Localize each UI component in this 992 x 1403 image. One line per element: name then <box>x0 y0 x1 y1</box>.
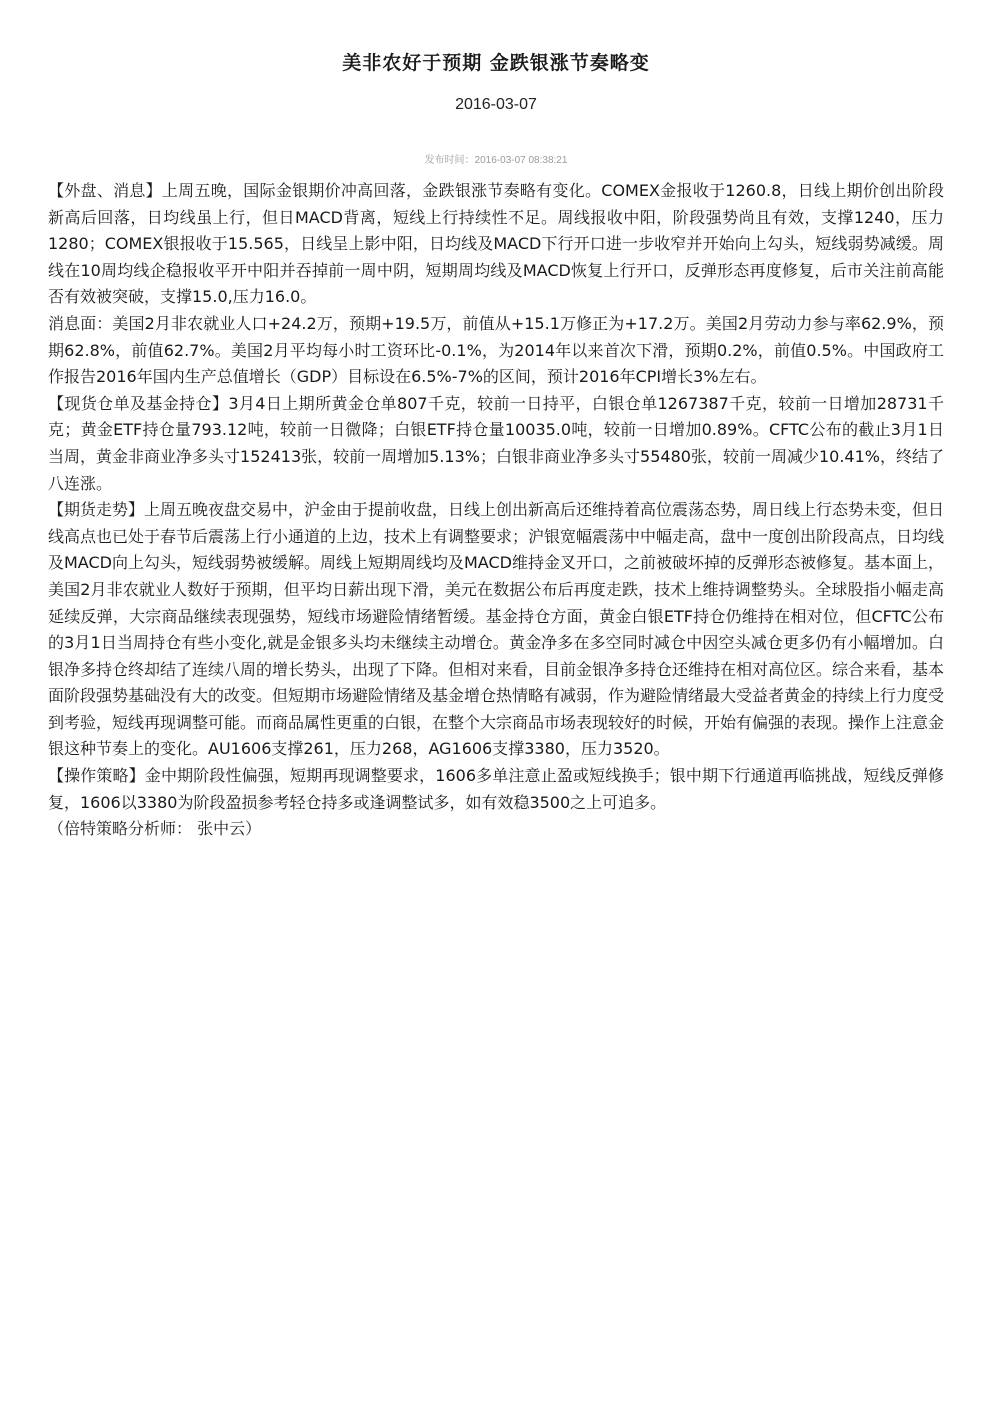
paragraph-analyst: （倍特策略分析师： 张中云） <box>48 819 262 839</box>
paragraph-news: 消息面：美国2月非农就业人口+24.2万，预期+19.5万，前值从+15.1万修正为+17.2万。美国2月劳动力参与率62.9%，预期62.8%，前值62.7%。美国2月平均每小时工资环比-0.1%，为2014年以来首次下滑，预期0.2%，前值0.5%。中国政府工作报告2016年国内生产总值增长（GDP）目标设在6.5%-7%的区间，预计2016年CPI增长3%左右。 <box>48 313 944 387</box>
paragraph-warehouse-funds: 【现货仓单及基金持仓】3月4日上期所黄金仓单807千克，较前一日持平，白银仓单1267387千克，较前一日增加28731千克；黄金ETF持仓量793.12吨，较前一日微降；白银ETF持仓量10035.0吨，较前一日增加0.89%。CFTC公布的截止3月1日当周，黄金非商业净多头寸152413张，较前一周增加5.13%；白银非商业净多头寸55480张，较前一周减少10.41%，终结了八连涨。 <box>48 393 944 493</box>
article-title: 美非农好于预期 金跌银涨节奏略变 <box>342 52 650 74</box>
paragraph-futures-trend: 【期货走势】上周五晚夜盘交易中，沪金由于提前收盘，日线上创出新高后还维持着高位震荡态势，周日线上行态势未变，但日线高点也已处于春节后震荡上行小通道的上边，技术上有调整要求；沪银宽幅震荡中中幅走高，盘中一度创出阶段高点，日均线及MACD向上勾头，短线弱势被缓解。周线上短期周线均及MACD维持金叉开口，之前被破坏掉的反弹形态被修复。基本面上，美国2月非农就业人数好于预期，但平均日薪出现下滑，美元在数据公布后再度走跌，技术上维持调整势头。全球股指小幅走高延续反弹，大宗商品继续表现强势，短线市场避险情绪暂缓。基金持仓方面，黄金白银ETF持仓仍维持在相对位，但CFTC公布的3月1日当周持仓有些小变化,就是金银多头均未继续主动增仓。黄金净多在多空同时减仓中因空头减仓更多仍有小幅增加。白银净多持仓终却结了连续八周的增长势头，出现了下降。但相对来看，目前金银净多持仓还维持在相对高位区。综合来看，基本面阶段强势基础没有大的改变。但短期市场避险情绪及基金增仓热情略有减弱，作为避险情绪最大受益者黄金的持续上行力度受到考验，短线再现调整可能。而商品属性更重的白银，在整个大宗商品市场表现较好的时候，开始有偏强的表现。操作上注意金银这种节奏上的变化。AU1606支撑261，压力268，AG1606支撑3380，压力3520。 <box>48 500 945 759</box>
article-body <box>48 178 944 843</box>
paragraph-strategy: 【操作策略】金中期阶段性偏强，短期再现调整要求，1606多单注意止盈或短线换手；银中期下行通道再临挑战，短线反弹修复，1606以3380为阶段盈损参考轻仓持多或逢调整试多，如有效稳3500之上可追多。 <box>48 766 944 812</box>
publish-time: 发布时间：2016-03-07 08:38:21 <box>424 155 568 166</box>
article-date: 2016-03-07 <box>455 96 537 113</box>
paragraph-market-news: 【外盘、消息】上周五晚，国际金银期价冲高回落，金跌银涨节奏略有变化。COMEX金报收于1260.8，日线上期价创出阶段新高后回落，日均线虽上行，但日MACD背离，短线上行持续性不足。周线报收中阳，阶段强势尚且有效，支撑1240，压力1280；COMEX银报收于15.565，日线呈上影中阳，日均线及MACD下行开口进一步收窄并开始向上勾头，短线弱势减缓。周线在10周均线企稳报收平开中阳并吞掉前一周中阴，短期周均线及MACD恢复上行开口，反弹形态再度修复，后市关注前高能否有效被突破，支撑15.0,压力16.0。 <box>48 181 944 307</box>
